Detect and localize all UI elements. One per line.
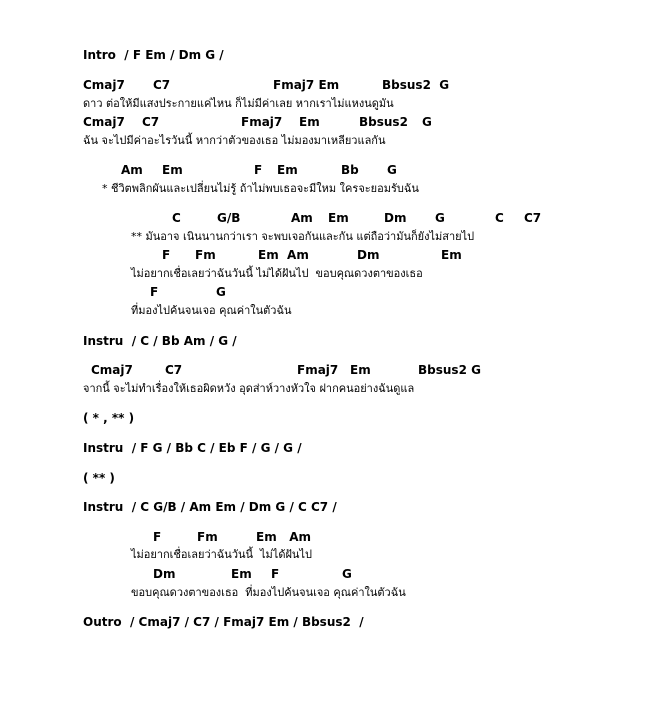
chord: G	[422, 115, 432, 129]
lyric-line: ไม่อยากเชื่อเลยว่าฉันวันนี้ ไม่ได้ฝันไป ขอบคุณดวงตาของเธอ	[131, 267, 423, 280]
chord: F	[271, 567, 280, 581]
chord: Em	[328, 211, 349, 225]
chord: Fm	[197, 530, 218, 544]
chord: Am	[121, 163, 143, 177]
lyric-line: ฉัน จะไปมีค่าอะไรวันนี้ หากว่าตัวของเธอ ไม่มองมาเหลียวแลกัน	[83, 134, 386, 147]
chord: G	[435, 211, 445, 225]
chord: G/B	[217, 211, 241, 225]
chord: Bbsus2 G	[382, 78, 450, 92]
chord: Em	[231, 567, 252, 581]
chord: C7	[165, 363, 183, 377]
chord: Em Am	[256, 530, 312, 544]
chord: Fmaj7	[297, 363, 339, 377]
chord: Em	[162, 163, 183, 177]
chord: Fmaj7 Em	[273, 78, 340, 92]
chord: F	[162, 248, 171, 262]
chord: Fmaj7	[241, 115, 283, 129]
chord: Bbsus2	[359, 115, 408, 129]
chord: Em Am	[258, 248, 309, 262]
lyric-line: ไม่อยากเชื่อเลยว่าฉันวันนี้ ไม่ได้ฝันไป	[131, 548, 312, 561]
chord: C7	[142, 115, 160, 129]
lyric-line: จากนี้ จะไม่ทำเรื่องให้เธอผิดหวัง อุดส่าห์วางหัวใจ ฝากคนอย่างฉันดูแล	[83, 382, 415, 395]
chord: Bbsus2 G	[418, 363, 481, 377]
chord: C	[495, 211, 504, 225]
chord: Dm	[384, 211, 407, 225]
chord: F	[150, 285, 159, 299]
chord: Em	[299, 115, 320, 129]
chord: Cmaj7	[83, 78, 125, 92]
lyric-line: * ชีวิตพลิกผันและเปลี่ยนไม่รู้ ถ้าไม่พบเธอจะมีใหม ใครจะยอมรับฉัน	[102, 182, 419, 195]
chord: Em	[350, 363, 371, 377]
repeat-marker: ( ** )	[83, 471, 115, 485]
lyric-line: ที่มองไปค้นจนเจอ คุณค่าในตัวฉัน	[131, 304, 292, 317]
chord: G	[342, 567, 352, 581]
chord: Cmaj7	[83, 115, 125, 129]
repeat-marker: ( * , ** )	[83, 411, 135, 425]
chord: C7	[153, 78, 171, 92]
chord: F	[254, 163, 263, 177]
lyric-line: ดาว ต่อให้มีแสงประกายแค่ไหน ก็ไม่มีค่าเลย หากเราไม่แหงนดูมัน	[83, 97, 394, 110]
intro-line: Intro / F Em / Dm G /	[83, 48, 224, 62]
chord: Em	[277, 163, 298, 177]
chord: Dm	[357, 248, 380, 262]
chord: F	[153, 530, 162, 544]
instrumental-line: Instru / C G/B / Am Em / Dm G / C C7 /	[83, 500, 337, 514]
chord: Fm	[195, 248, 216, 262]
chord: Cmaj7	[91, 363, 133, 377]
chord: G	[216, 285, 226, 299]
lyric-line: ** มันอาจ เนินนานกว่าเรา จะพบเจอกันและกัน แต่ถือว่ามันก็ยังไม่สายไป	[131, 230, 475, 243]
instrumental-line: Instru / C / Bb Am / G /	[83, 334, 237, 348]
chord: C	[172, 211, 181, 225]
instrumental-line: Instru / F G / Bb C / Eb F / G / G /	[83, 441, 302, 455]
chord: C7	[524, 211, 542, 225]
chord: Dm	[153, 567, 176, 581]
chord: Bb	[341, 163, 359, 177]
chord: Em	[441, 248, 462, 262]
chord: G	[387, 163, 397, 177]
chord: Am	[291, 211, 313, 225]
lyric-line: ขอบคุณดวงตาของเธอ ที่มองไปค้นจนเจอ คุณค่าในตัวฉัน	[131, 586, 406, 599]
outro-line: Outro / Cmaj7 / C7 / Fmaj7 Em / Bbsus2 /	[83, 615, 364, 629]
